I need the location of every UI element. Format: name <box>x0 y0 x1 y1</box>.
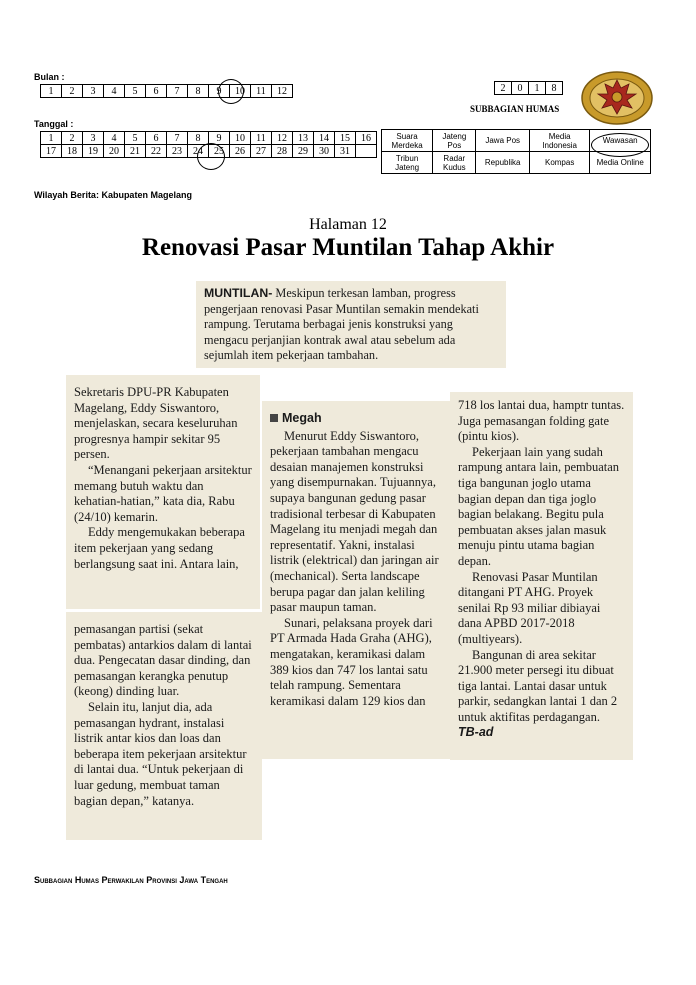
grid-cell: 26 <box>230 145 251 158</box>
grid-cell: Media Online <box>590 152 651 174</box>
paragraph: Menurut Eddy Siswantoro, pekerjaan tambahan mengacu desaian manajemen konstruksi yang disempurnakan. Tujuannya, supaya bangunan gedung pasar tradisional terbesar di Kabupaten Magelang itu menjadi megah dan representatif. Yakni, instalasi listrik (elektrical) dan jaringan air (mechanical). Serta landscape berupa pagar dan jalan keliling pasar maupun taman. <box>270 428 439 615</box>
article-title: Renovasi Pasar Muntilan Tahap Akhir <box>141 234 555 261</box>
wilayah-label: Wilayah Berita: Kabupaten Magelang <box>34 190 192 200</box>
grid-cell: 5 <box>125 132 146 145</box>
grid-cell: Republika <box>476 152 529 174</box>
paragraph: Eddy mengemukakan beberapa item pekerjaan yang sedang berlangsung saat ini. Antara lain, <box>74 525 245 571</box>
grid-cell: 23 <box>167 145 188 158</box>
grid-cell: 13 <box>293 132 314 145</box>
grid-cell: 27 <box>251 145 272 158</box>
paragraph: 718 los lantai dua, hamptr tuntas. Juga pemasangan folding gate (pintu kios). <box>458 398 625 444</box>
column-3 <box>450 392 633 760</box>
grid-cell: 12 <box>272 132 293 145</box>
grid-cell: 2 <box>62 132 83 145</box>
tanggal-label: Tanggal : <box>34 119 74 129</box>
grid-cell: 17 <box>41 145 62 158</box>
grid-cell: 5 <box>125 85 146 98</box>
grid-cell: 1 <box>41 132 62 145</box>
grid-cell: Jateng Pos <box>433 130 476 152</box>
grid-cell: Media Indonesia <box>529 130 590 152</box>
grid-cell: 3 <box>83 85 104 98</box>
grid-cell: 28 <box>272 145 293 158</box>
grid-cell: Suara Merdeka <box>382 130 433 152</box>
bulan-label: Bulan : <box>34 72 65 82</box>
column-2 <box>262 401 450 759</box>
paragraph: Renovasi Pasar Muntilan ditangani PT AHG. Proyek senilai Rp 93 miliar dibiayai dana APBD 2017-2018 (multiyears). <box>458 569 601 646</box>
grid-cell: 7 <box>167 132 188 145</box>
grid-cell: 29 <box>293 145 314 158</box>
grid-cell: 2 <box>62 85 83 98</box>
dateline: MUNTILAN- <box>204 286 273 300</box>
grid-cell: 21 <box>125 145 146 158</box>
grid-cell: 3 <box>83 132 104 145</box>
grid-cell: 6 <box>146 85 167 98</box>
grid-cell: 11 <box>251 85 272 98</box>
grid-cell: 16 <box>356 132 377 145</box>
grid-cell: 1 <box>529 82 546 95</box>
grid-cell: 1 <box>41 85 62 98</box>
paragraph: Sekretaris DPU-PR Kabupaten Magelang, Eddy Siswantoro, menjelaskan, secara keseluruhan progresnya hampir sekitar 95 persen. <box>74 385 238 462</box>
grid-cell: 12 <box>272 85 293 98</box>
grid-cell: 30 <box>314 145 335 158</box>
square-bullet-icon <box>270 414 278 422</box>
grid-cell: 9 <box>209 132 230 145</box>
subheading: Megah <box>270 411 442 427</box>
garuda-emblem-icon <box>580 70 654 126</box>
grid-cell: 7 <box>167 85 188 98</box>
grid-cell: 20 <box>104 145 125 158</box>
page-number: Halaman 12 <box>309 216 387 233</box>
year-grid <box>494 81 563 95</box>
grid-cell: 19 <box>83 145 104 158</box>
grid-cell: 11 <box>251 132 272 145</box>
media-grid <box>381 129 651 174</box>
lead-text: Meskipun terkesan lamban, progress pengerjaan renovasi Pasar Muntilan semakin mendekati rampung. Terutama berbagai jenis konstruksi yang mengacu perjanjian kontrak awal atau sebelum ada sejumlah item pekerjaan tambahan. <box>204 286 479 363</box>
column-1-bottom <box>66 612 262 840</box>
grid-cell: Kompas <box>529 152 590 174</box>
grid-cell: 4 <box>104 132 125 145</box>
grid-cell: Tribun Jateng <box>382 152 433 174</box>
paragraph: Bangunan di area sekitar 21.900 meter persegi itu dibuat tiga lantai. Lantai dasar untuk parkir, sedangkan lantai 1 dan 2 untuk aktifitas perdagangan. <box>458 647 618 724</box>
grid-cell: 8 <box>188 85 209 98</box>
grid-cell: 15 <box>335 132 356 145</box>
grid-cell: 8 <box>546 82 563 95</box>
month-grid <box>40 84 293 98</box>
date-grid <box>40 131 377 158</box>
grid-cell: 4 <box>104 85 125 98</box>
grid-cell: 31 <box>335 145 356 158</box>
org-label: SUBBAGIAN HUMAS <box>470 104 560 114</box>
grid-cell: 25 <box>209 145 230 158</box>
grid-cell: Radar Kudus <box>433 152 476 174</box>
column-1-top <box>66 375 260 609</box>
grid-cell: 22 <box>146 145 167 158</box>
lead-paragraph <box>196 281 506 368</box>
paragraph: Selain itu, lanjut dia, ada pemasangan hydrant, instalasi listrik antar kios dan loas dan beberapa item pekerjaan arsitektur di lantai dua. “Untuk pekerjaan di luar gedung, membuat taman bagian depan,” katanya. <box>74 699 247 808</box>
paragraph: pemasangan partisi (sekat pembatas) antarkios dalam di lantai dua. Pengecatan dasar dinding, dan pemasangan kerangka penutup (keong) dinding luar. <box>74 622 252 699</box>
grid-cell: 18 <box>62 145 83 158</box>
grid-cell: 9 <box>209 85 230 98</box>
grid-cell: 6 <box>146 132 167 145</box>
grid-cell: 14 <box>314 132 335 145</box>
grid-cell <box>356 145 377 158</box>
grid-cell: 8 <box>188 132 209 145</box>
paragraph: Pekerjaan lain yang sudah rampung antara lain, pembuatan tiga bangunan joglo utama bagian depan dan tiga joglo bagian belakang. Begitu pula pembuatan akses jalan masuk menuju pintu utama bagian depan. <box>458 444 620 568</box>
footer-label: Subbagian Humas Perwakilan Provinsi Jawa Tengah <box>34 875 228 885</box>
byline: TB-ad <box>458 725 494 740</box>
paragraph: “Menangani pekerjaan arsitektur memang butuh waktu dan kehatian-hatian,” kata dia, Rabu (24/10) kemarin. <box>74 462 252 524</box>
grid-cell: Jawa Pos <box>476 130 529 152</box>
grid-cell: 2 <box>495 82 512 95</box>
paragraph: Sunari, pelaksana proyek dari PT Armada Hada Graha (AHG), mengatakan, keramikasi dalam 389 kios dan 747 los lantai satu telah rampung. Sementara keramikasi dalam 129 kios dan <box>270 615 433 708</box>
grid-cell: 0 <box>512 82 529 95</box>
grid-cell: 24 <box>188 145 209 158</box>
grid-cell: 10 <box>230 85 251 98</box>
grid-cell: 10 <box>230 132 251 145</box>
grid-cell: Wawasan <box>590 130 651 152</box>
